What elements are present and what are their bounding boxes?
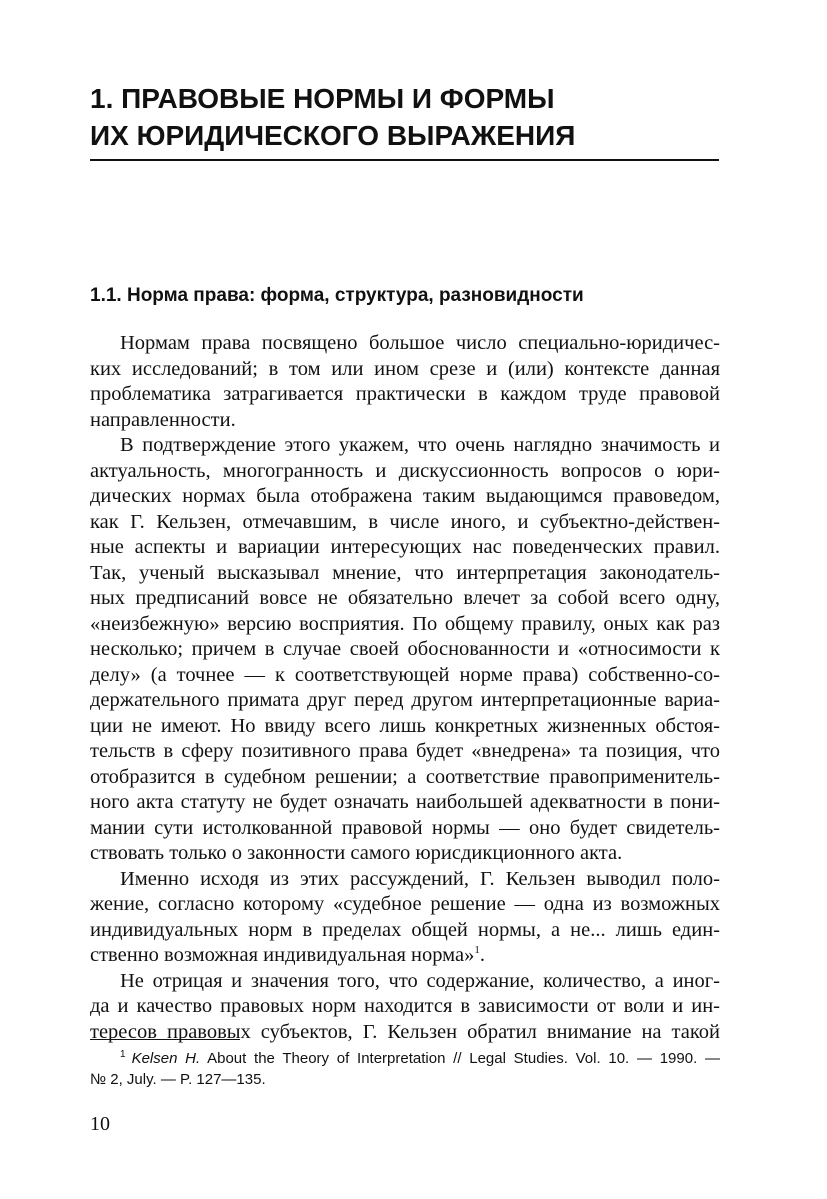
text-line: ствовать только о законности самого юрисдикционного акта.	[90, 842, 623, 864]
text-line: В подтверждение этого укажем, что очень наглядно значимость и	[120, 434, 720, 456]
text-line: актуальность, многогранность и дискуссионность вопросов о юри-	[90, 459, 720, 482]
text-line: несколько; причем в случае своей обоснованности и «относимости к	[90, 638, 720, 660]
footnote-author: Kelsen H.	[131, 1050, 201, 1067]
text-line: ции не имеют. Но ввиду всего лишь конкретных жизненных обстоя-	[90, 714, 720, 737]
chapter-title	[90, 80, 730, 154]
footnote	[90, 1048, 720, 1090]
text-line: Так, ученый высказывал мнение, что интерпретация законодатель-	[90, 561, 720, 584]
text-line: «неизбежную» версию восприятия. По общему правилу, оных как раз	[90, 612, 720, 635]
text-line: как Г. Кельзен, отмечавшим, в числе иного, и субъектно-действен-	[90, 510, 720, 533]
footnote-line-1	[90, 1048, 720, 1069]
text-line: Не отрицая и значения того, что содержание, количество, а иног-	[120, 969, 720, 992]
text-line: ного акта статуту не будет означать наибольшей адекватности в пони-	[90, 791, 720, 813]
text-line: делу» (а точнее — к соответствующей норме права) собственно-со-	[90, 663, 720, 686]
text-line: ких исследований; в том или ином срезе и (или) контексте данная	[90, 357, 720, 380]
text-line: мании сути истолкованной правовой нормы — оно будет свидетель-	[90, 816, 720, 839]
text-line: отобразится в судебном решении; а соответствие правоприменитель-	[90, 765, 720, 788]
text-line: Нормам права посвящено большое число специально-юридичес-	[120, 332, 720, 354]
text-line: тересов правовых субъектов, Г. Кельзен обратил внимание на такой	[90, 1020, 720, 1043]
footnote-separator	[90, 1039, 240, 1040]
text-line: индивидуальных норм в пределах общей нормы, а не... лишь един-	[90, 918, 720, 941]
section-heading: 1.1. Норма права: форма, структура, разновидности	[90, 285, 584, 306]
text-line: проблематика затрагивается практически в каждом труде правовой	[90, 383, 720, 405]
sentence-period: .	[479, 944, 485, 966]
text-line: жение, согласно которому «судебное решение — одна из возможных	[90, 893, 720, 915]
page-number: 10	[90, 1113, 110, 1135]
chapter-title-line-1: 1. ПРАВОВЫЕ НОРМЫ И ФОРМЫ	[90, 83, 555, 114]
text-line: ных предписаний вовсе не обязательно влечет за собой всего одну,	[90, 587, 720, 609]
body-text	[90, 331, 720, 1045]
text-line: дических нормах была отображена таким выдающимся правоведом,	[90, 485, 720, 507]
text-line: держательного примата друг перед другом интерпретационные вариа-	[90, 689, 720, 711]
text-line: Именно исходя из этих рассуждений, Г. Кельзен выводил поло-	[120, 867, 720, 890]
chapter-title-line-2: ИХ ЮРИДИЧЕСКОГО ВЫРАЖЕНИЯ	[90, 120, 576, 151]
footnote-text: About the Theory of Interpretation // Legal Studies. Vol. 10. — 1990. —	[207, 1050, 720, 1067]
text-line: да и качество правовых норм находится в зависимости от воли и ин-	[90, 995, 720, 1017]
footnote-line-2: № 2, July. — P. 127—135.	[90, 1071, 266, 1088]
chapter-title-rule	[90, 159, 719, 161]
footnote-number: 1	[120, 1049, 126, 1060]
footnote-reference[interactable]: 1	[474, 944, 480, 956]
text-line: ные аспекты и вариации интересующих нас поведенческих правил.	[90, 536, 720, 558]
text-line: тельств в сферу позитивного права будет «внедрена» та позиция, что	[90, 740, 720, 762]
text-line: направленности.	[90, 408, 236, 431]
text-line-content: ственно возможная индивидуальная норма»	[90, 944, 475, 966]
text-line-with-footnote	[90, 943, 720, 969]
